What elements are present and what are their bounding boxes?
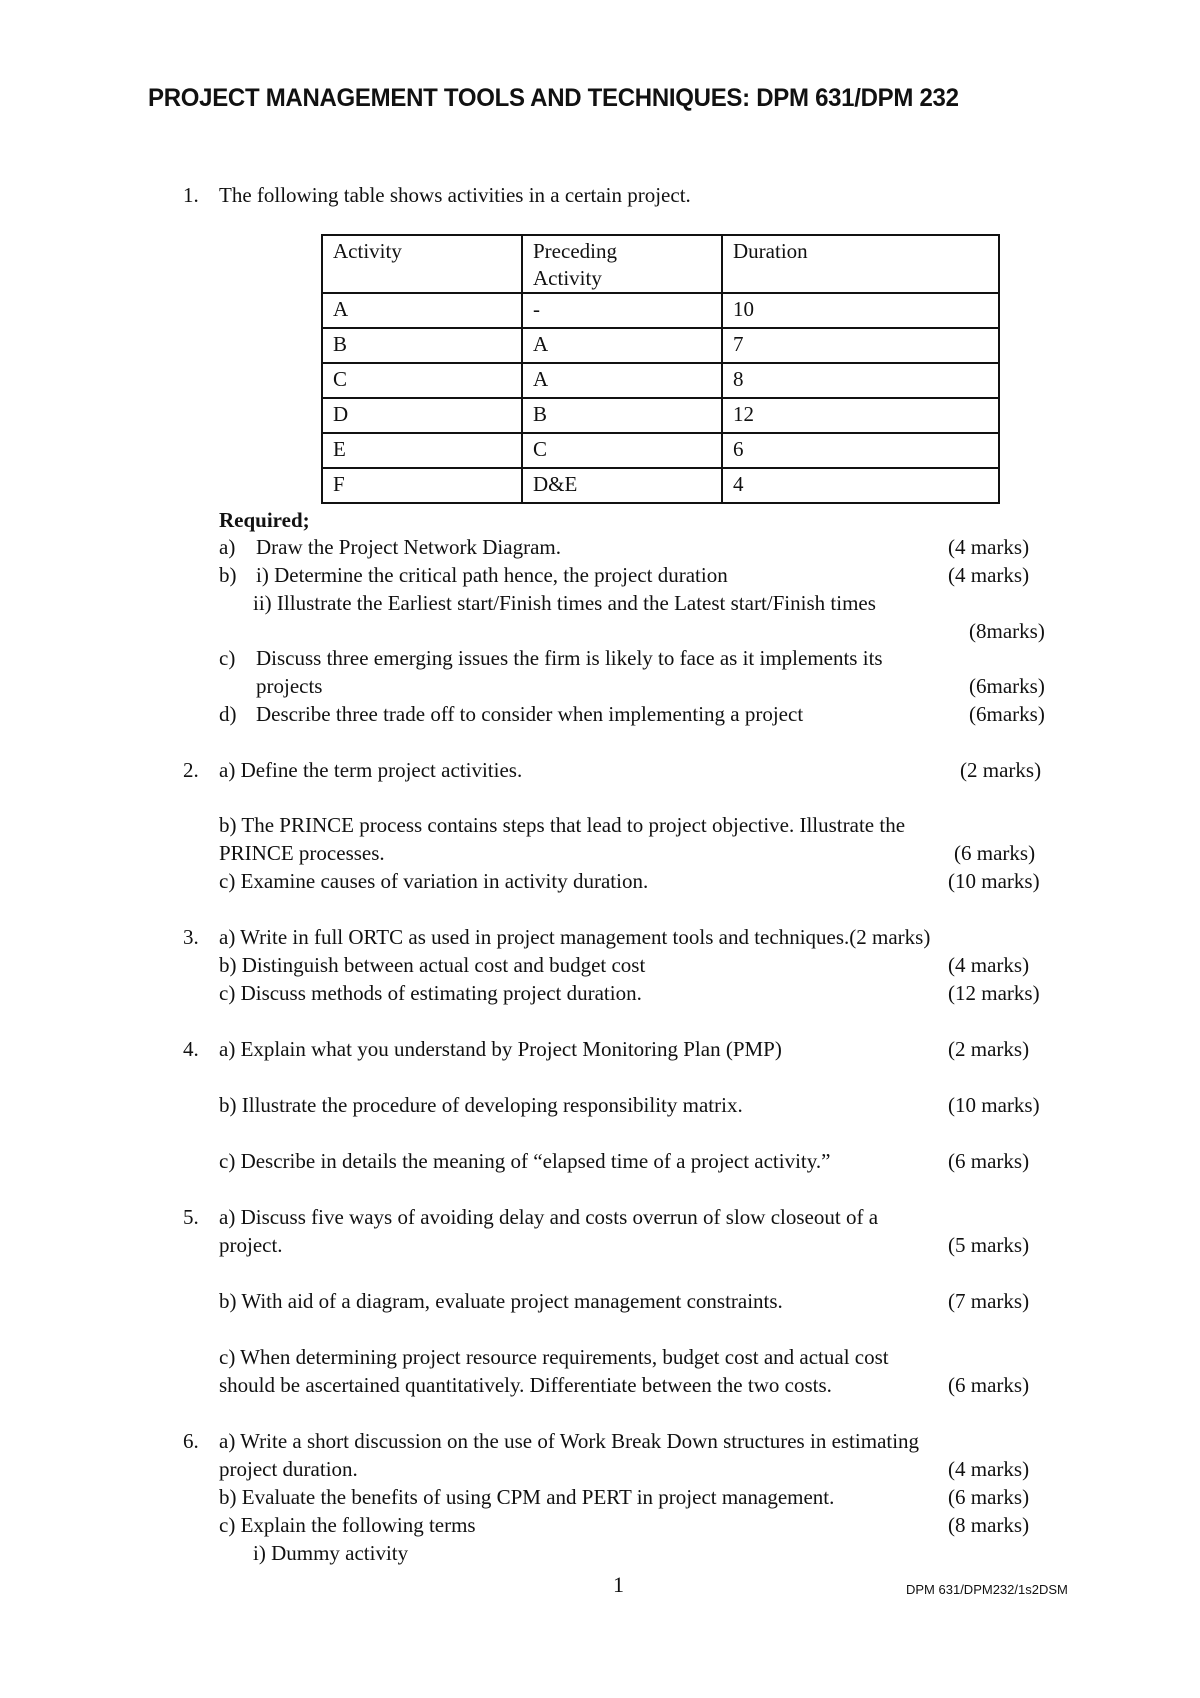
- table-row: [322, 293, 999, 328]
- marks: (2 marks): [960, 758, 1042, 782]
- subquestion-text: should be ascertained quantitatively. Differentiate between the two costs.: [219, 1373, 832, 1397]
- marks: (4 marks): [948, 535, 1030, 559]
- subquestion-text: project.: [219, 1233, 283, 1257]
- subquestion-text: c) Explain the following terms: [219, 1513, 476, 1537]
- table-cell: D&E: [522, 468, 722, 503]
- question-number: 6.: [183, 1429, 199, 1453]
- subquestion-text: Draw the Project Network Diagram.: [256, 535, 561, 559]
- page-title: PROJECT MANAGEMENT TOOLS AND TECHNIQUES: DPM 631/DPM 232: [148, 84, 959, 112]
- page-number: 1: [613, 1572, 624, 1597]
- subquestion-text: a) Explain what you understand by Project Monitoring Plan (PMP): [219, 1037, 782, 1061]
- table-cell: D: [322, 398, 522, 433]
- subquestion-text: a) Discuss five ways of avoiding delay and costs overrun of slow closeout of a: [219, 1205, 879, 1229]
- marks: (10 marks): [948, 1093, 1040, 1117]
- subquestion-text: b) Distinguish between actual cost and budget cost: [219, 953, 646, 977]
- marks: (4 marks): [948, 1457, 1030, 1481]
- subquestion-text: Discuss three emerging issues the firm is likely to face as it implements its: [256, 646, 883, 670]
- subquestion-text: b) The PRINCE process contains steps that lead to project objective. Illustrate the: [219, 813, 906, 837]
- subquestion-text: a) Write a short discussion on the use of Work Break Down structures in estimating: [219, 1429, 920, 1453]
- marks: (6 marks): [948, 1149, 1030, 1173]
- activity-table: [321, 234, 1000, 504]
- table-cell: 12: [722, 398, 999, 433]
- subquestion-text: b) Illustrate the procedure of developing responsibility matrix.: [219, 1093, 743, 1117]
- table-header-cell: Activity: [322, 235, 522, 293]
- subquestion-label: b): [219, 563, 237, 587]
- table-cell: C: [322, 363, 522, 398]
- table-row: [322, 468, 999, 503]
- subquestion-label: d): [219, 702, 237, 726]
- table-row: [322, 328, 999, 363]
- marks: (4 marks): [948, 563, 1030, 587]
- table-cell: A: [322, 293, 522, 328]
- table-cell: A: [522, 328, 722, 363]
- table-cell: 10: [722, 293, 999, 328]
- marks: (6 marks): [954, 841, 1036, 865]
- subquestion-text: b) Evaluate the benefits of using CPM and PERT in project management.: [219, 1485, 835, 1509]
- table-cell: 6: [722, 433, 999, 468]
- subquestion-label: c): [219, 646, 236, 670]
- table-cell: F: [322, 468, 522, 503]
- question-number: 1.: [183, 183, 199, 207]
- subquestion-text: c) Examine causes of variation in activity duration.: [219, 869, 649, 893]
- table-cell: 4: [722, 468, 999, 503]
- subquestion-text: PRINCE processes.: [219, 841, 385, 865]
- marks: (6marks): [969, 674, 1045, 698]
- question-text: The following table shows activities in a certain project.: [219, 183, 691, 207]
- marks: (6 marks): [948, 1373, 1030, 1397]
- header-text: Preceding: [533, 239, 617, 263]
- subquestion-text: project duration.: [219, 1457, 358, 1481]
- subquestion-text: c) When determining project resource requirements, budget cost and actual cost: [219, 1345, 889, 1369]
- table-cell: 7: [722, 328, 999, 363]
- marks: (2 marks): [948, 1037, 1030, 1061]
- marks: (10 marks): [948, 869, 1040, 893]
- marks: (8 marks): [948, 1513, 1030, 1537]
- table-cell: A: [522, 363, 722, 398]
- question-number: 2.: [183, 758, 199, 782]
- question-number: 5.: [183, 1205, 199, 1229]
- table-header-cell: [522, 235, 722, 293]
- table-row: [322, 398, 999, 433]
- subquestion-text: c) Describe in details the meaning of “elapsed time of a project activity.”: [219, 1149, 831, 1173]
- marks: (6marks): [969, 702, 1045, 726]
- marks: (5 marks): [948, 1233, 1030, 1257]
- subquestion-label: a): [219, 535, 236, 559]
- subquestion-text: projects: [256, 674, 323, 698]
- subquestion-text: Describe three trade off to consider when implementing a project: [256, 702, 804, 726]
- question-number: 3.: [183, 925, 199, 949]
- marks: (12 marks): [948, 981, 1040, 1005]
- table-cell: 8: [722, 363, 999, 398]
- marks: (4 marks): [948, 953, 1030, 977]
- document-code: DPM 631/DPM232/1s2DSM: [906, 1582, 1068, 1597]
- table-cell: B: [522, 398, 722, 433]
- subquestion-text: c) Discuss methods of estimating project duration.: [219, 981, 642, 1005]
- subquestion-text: ii) Illustrate the Earliest start/Finish times and the Latest start/Finish times: [253, 591, 876, 615]
- required-heading: Required;: [219, 508, 310, 532]
- table-header-row: [322, 235, 999, 293]
- subquestion-text: i) Determine the critical path hence, the project duration: [256, 563, 728, 587]
- subquestion-text: a) Write in full ORTC as used in project management tools and techniques.(2 marks): [219, 925, 931, 949]
- table-cell: -: [522, 293, 722, 328]
- table-header-cell: Duration: [722, 235, 999, 293]
- marks: (6 marks): [948, 1485, 1030, 1509]
- subquestion-text: b) With aid of a diagram, evaluate project management constraints.: [219, 1289, 783, 1313]
- subquestion-text: i) Dummy activity: [253, 1541, 409, 1565]
- table-cell: B: [322, 328, 522, 363]
- table-cell: E: [322, 433, 522, 468]
- table-row: [322, 433, 999, 468]
- header-text: Activity: [533, 266, 602, 290]
- marks: (7 marks): [948, 1289, 1030, 1313]
- subquestion-text: a) Define the term project activities.: [219, 758, 523, 782]
- table-cell: C: [522, 433, 722, 468]
- marks: (8marks): [969, 619, 1045, 643]
- table-row: [322, 363, 999, 398]
- question-number: 4.: [183, 1037, 199, 1061]
